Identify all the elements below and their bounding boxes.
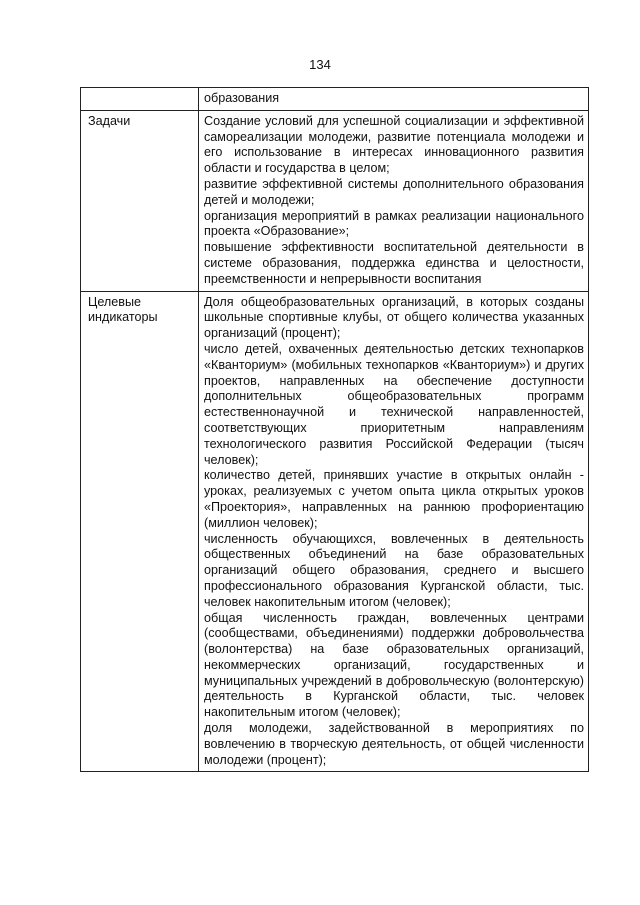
- row-content-tasks: [199, 110, 589, 291]
- content-paragraph: повышение эффективности воспитательной деятельности в системе образования, поддержка единства и целостности, преемственности и непрерывности воспитания: [204, 240, 584, 286]
- content-paragraph: организация мероприятий в рамках реализации национального проекта «Образование»;: [204, 208, 584, 239]
- program-passport-table: [80, 87, 589, 772]
- row-label-empty: [81, 88, 199, 111]
- content-paragraph: количество детей, принявших участие в открытых онлайн - уроках, реализуемых с учетом опыта цикла открытых уроков «Проектория», направленных на раннюю профориентацию (миллион человек);: [204, 468, 584, 530]
- content-paragraph: развитие эффективной системы дополнительного образования детей и молодежи;: [204, 176, 584, 207]
- content-paragraph: число детей, охваченных деятельностью детских технопарков «Кванториум» (мобильных технопарков «Кванториум») и других проектов, направленных на обеспечение доступности дополнительных общеобразовательных программ естественнонаучной и технической направленностей, соответствующих приоритетным направлениям технологического развития Российской Федерации (тысяч человек);: [204, 341, 584, 467]
- content-paragraph: Доля общеобразовательных организаций, в которых созданы школьные спортивные клубы, от общего количества указанных организаций (процент);: [204, 294, 584, 341]
- table-row: [81, 291, 589, 772]
- content-paragraph: доля молодежи, задействованной в мероприятиях по вовлечению в творческую деятельность, от общей численности молодежи (процент);: [204, 721, 584, 767]
- row-label-tasks: Задачи: [81, 110, 199, 291]
- row-content-continuation: [199, 88, 589, 111]
- row-content-target-indicators: [199, 291, 589, 772]
- table-row: [81, 88, 589, 111]
- content-paragraph: общая численность граждан, вовлеченных центрами (сообществами, объединениями) поддержки добровольчества (волонтерства) на базе образовательных организаций, некоммерческих организаций, государственных и муниципальных учреждений в добровольческую (волонтерскую) деятельность в Курганской области, тыс. человек накопительным итогом (человек);: [204, 610, 584, 720]
- content-paragraph: образования: [204, 91, 280, 105]
- page-number: 134: [309, 57, 331, 72]
- table-row: [81, 110, 589, 291]
- content-paragraph: численность обучающихся, вовлеченных в деятельность общественных объединений на базе образовательных организаций общего образования, среднего и высшего профессионального образования Курганской области, тыс. человек накопительным итогом (человек);: [204, 531, 584, 609]
- row-label-target-indicators: Целевые индикаторы: [81, 291, 199, 772]
- content-paragraph: Создание условий для успешной социализации и эффективной самореализации молодежи, развитие потенциала молодежи и его использование в интересах инновационного развития области и государства в целом;: [204, 113, 584, 176]
